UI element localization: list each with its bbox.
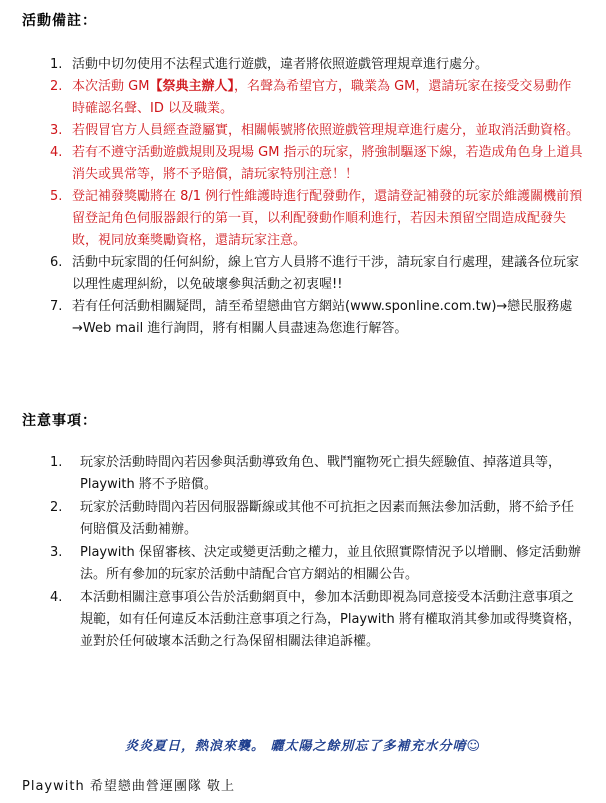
caution-number: 4. bbox=[50, 590, 63, 605]
closing-message: 炎炎夏日，熱浪來襲。 曬太陽之餘別忘了多補充水分唷☺ bbox=[124, 739, 482, 754]
caution-text: 玩家於活動時間內若因參與活動導致角色、戰鬥寵物死亡損失經驗值、掉落道具等，Playwith 將不予賠償。 bbox=[80, 455, 562, 492]
caution-text: Playwith 保留審核、決定或變更活動之權力，並且依照實際情況予以增刪、修定活動辦法。所有參加的玩家於活動中請配合官方網站的相關公告。 bbox=[80, 545, 581, 582]
caution-number: 3. bbox=[50, 545, 63, 560]
note-item-5 bbox=[0, 186, 606, 252]
note-text: 活動中切勿使用不法程式進行遊戲，違者將依照遊戲管理規章進行處分。 bbox=[72, 57, 489, 72]
cautions-list bbox=[0, 452, 606, 654]
note-text: 若假冒官方人員經查證屬實，相關帳號將依照遊戲管理規章進行處分，並取消活動資格。 bbox=[72, 123, 580, 138]
note-item-2 bbox=[0, 76, 606, 120]
note-text: 若有任何活動相關疑問，請至希望戀曲官方網站(www.sponline.com.tw)→戀民服務處→Web mail 進行詢問，將有相關人員盡速為您進行解答。 bbox=[72, 299, 573, 336]
note-number: 6. bbox=[50, 255, 63, 270]
notes-list bbox=[0, 54, 606, 340]
note-number: 1. bbox=[50, 57, 63, 72]
note-number: 5. bbox=[50, 189, 63, 204]
notes-heading: 活動備註： bbox=[22, 13, 97, 29]
note-item-6 bbox=[0, 252, 606, 296]
cautions-heading: 注意事項： bbox=[22, 413, 97, 429]
caution-text: 本活動相關注意事項公告於活動網頁中，參加本活動即視為同意接受本活動注意事項之規範，如有任何違反本活動注意事項之行為，Playwith 將有權取消其參加或得獎資格，並對於任何破壞本活動之行為保留相關法律追訴權。 bbox=[80, 590, 581, 649]
gm-name-highlight: 【祭典主辦人】 bbox=[149, 79, 234, 94]
note-text: 登記補發獎勵將在 8/1 例行性維護時進行配發動作，還請登記補發的玩家於維護關機前預留登記角色伺服器銀行的第一頁，以利配發動作順利進行，若因未預留空間造成配發失敗，視同放棄獎勵資格，還請玩家注意。 bbox=[72, 189, 583, 248]
caution-item-4 bbox=[0, 587, 606, 653]
caution-item-2 bbox=[0, 497, 606, 541]
caution-item-1 bbox=[0, 452, 606, 496]
caution-number: 1. bbox=[50, 455, 63, 470]
note-text-before: 本次活動 GM bbox=[72, 79, 150, 94]
note-number: 2. bbox=[50, 79, 63, 94]
note-item-7 bbox=[0, 296, 606, 340]
note-item-3 bbox=[0, 120, 606, 142]
note-text: 若有不遵守活動遊戲規則及現場 GM 指示的玩家，將強制驅逐下線，若造成角色身上道具消失或異常等，將不予賠償，請玩家特別注意！！ bbox=[72, 145, 583, 182]
caution-item-3 bbox=[0, 542, 606, 586]
note-item-4 bbox=[0, 142, 606, 186]
caution-number: 2. bbox=[50, 500, 63, 515]
note-item-1 bbox=[0, 54, 606, 76]
note-number: 7. bbox=[50, 299, 63, 314]
note-text: 活動中玩家間的任何糾紛，線上官方人員將不進行干涉，請玩家自行處理，建議各位玩家以理性處理糾紛，以免破壞參與活動之初衷喔!! bbox=[72, 255, 580, 292]
caution-text: 玩家於活動時間內若因伺服器斷線或其他不可抗拒之因素而無法參加活動，將不給予任何賠償及活動補辦。 bbox=[80, 500, 575, 537]
note-number: 4. bbox=[50, 145, 63, 160]
note-text-after: ，名聲為希望官方，職業為 GM，還請玩家在接受交易動作時確認名聲、ID 以及職業。 bbox=[72, 79, 572, 116]
note-number: 3. bbox=[50, 123, 63, 138]
signature: Playwith 希望戀曲營運團隊 敬上 bbox=[22, 779, 235, 794]
